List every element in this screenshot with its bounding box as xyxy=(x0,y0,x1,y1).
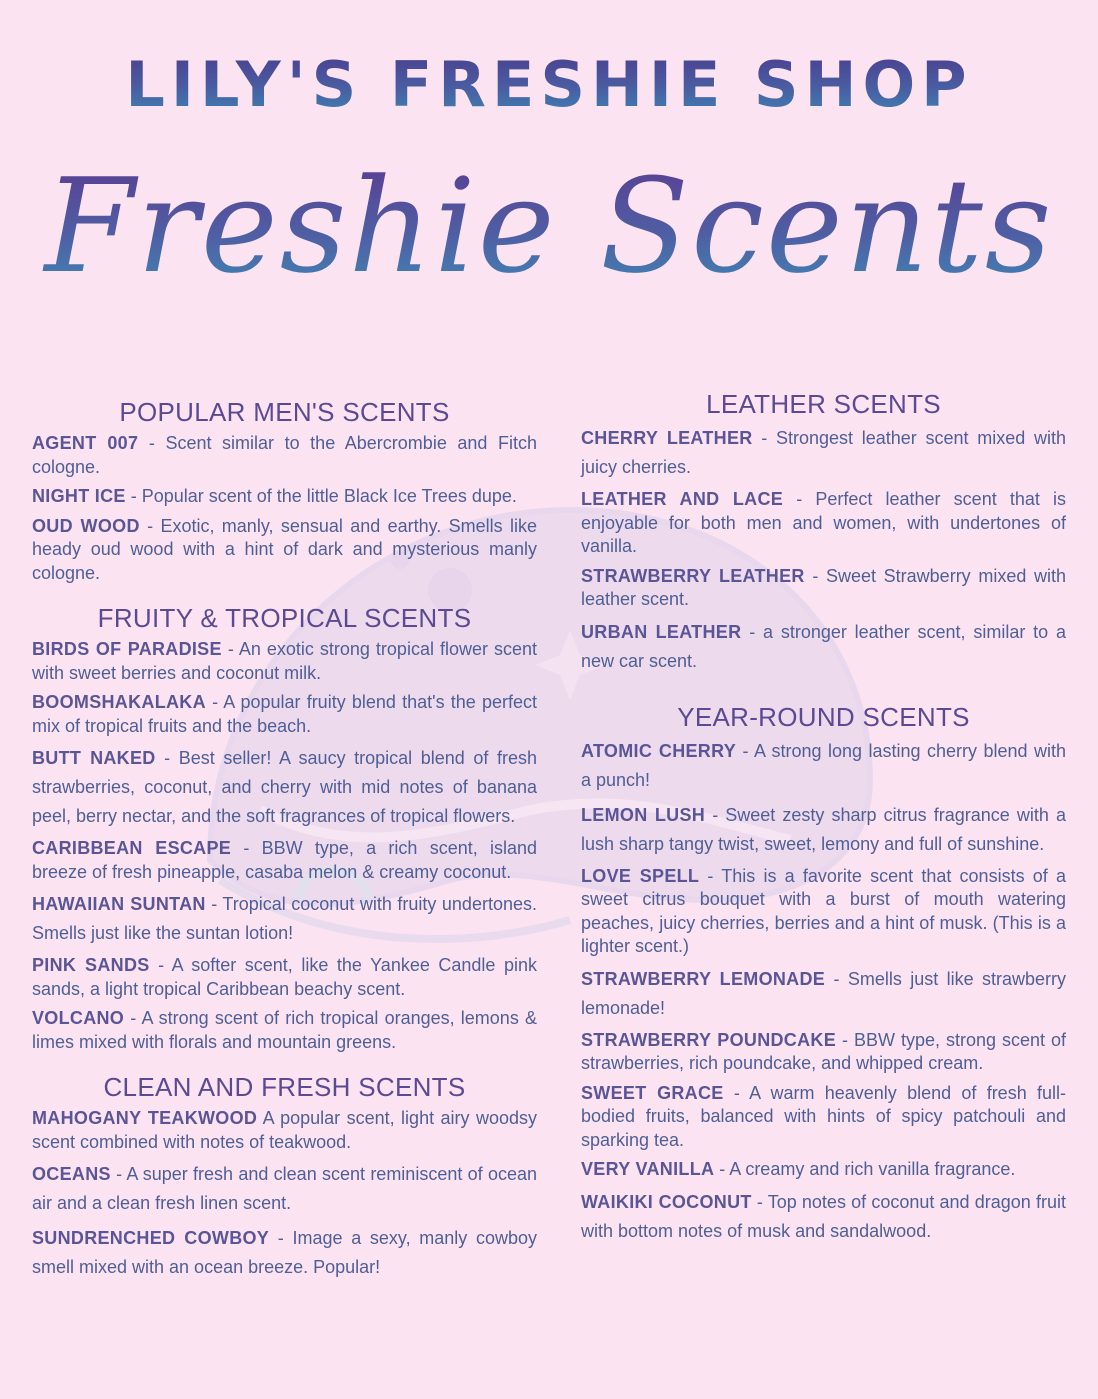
scent-name: LEMON LUSH xyxy=(581,804,706,825)
scent-entry xyxy=(581,424,1066,482)
scent-name: LOVE SPELL xyxy=(581,865,700,886)
left-column xyxy=(32,397,537,1288)
scent-description: - Tropical coconut with fruity undertones. Smells just like the suntan lotion! xyxy=(32,894,537,943)
scent-description: - Top notes of coconut and dragon fruit with bottom notes of musk and sandalwood. xyxy=(581,1191,1066,1241)
scent-description: - Smells just like strawberry lemonade! xyxy=(581,968,1066,1018)
scent-name: STRAWBERRY POUNDCAKE xyxy=(581,1029,837,1050)
scent-name: MAHOGANY TEAKWOOD xyxy=(32,1108,258,1128)
scent-name: STRAWBERRY LEATHER xyxy=(581,565,805,586)
scent-name: BUTT NAKED xyxy=(32,748,156,768)
scent-name: SUNDRENCHED COWBOY xyxy=(32,1228,270,1248)
section-heading: YEAR-ROUND SCENTS xyxy=(677,701,970,732)
scent-entry xyxy=(32,1224,537,1282)
scent-entry xyxy=(581,865,1066,959)
scent-description: - An exotic strong tropical flower scent with sweet berries and coconut milk. xyxy=(32,639,538,683)
scent-name: PINK SANDS xyxy=(32,955,150,975)
scent-description: - BBW type, a rich scent, island breeze of fresh pineapple, casaba melon & creamy coconut. xyxy=(32,838,538,882)
right-column xyxy=(581,389,1066,1252)
scent-name: HAWAIIAN SUNTAN xyxy=(32,894,206,914)
section-heading: CLEAN AND FRESH SCENTS xyxy=(103,1072,466,1102)
scent-name: URBAN LEATHER xyxy=(581,621,742,642)
scent-description: - Sweet Strawberry mixed with leather scent. xyxy=(581,565,1066,609)
scent-name: LEATHER AND LACE xyxy=(581,489,784,509)
scent-entry xyxy=(581,488,1066,559)
scent-entry xyxy=(581,1158,1066,1182)
scent-description: - This is a favorite scent that consists of a sweet citrus bouquet with a burst of mouth watering peaches, juicy cherries, berries and a hint of musk. (This is a lighter scent.) xyxy=(581,865,1066,956)
section-heading: LEATHER SCENTS xyxy=(706,389,941,419)
section-heading: POPULAR MEN'S SCENTS xyxy=(119,397,450,427)
fruity-tropical-section xyxy=(32,603,537,1054)
scent-entry xyxy=(32,954,537,1001)
scent-entry xyxy=(32,515,537,586)
popular-mens-section xyxy=(32,397,537,585)
scent-description: - Popular scent of the little Black Ice Trees dupe. xyxy=(125,486,517,506)
scent-entry xyxy=(581,565,1066,612)
scent-entry xyxy=(32,1160,537,1218)
scent-description: - Best seller! A saucy tropical blend of fresh strawberries, coconut, and cherry with mid notes of banana peel, berry nectar, and the soft fragrances of tropical flowers. xyxy=(32,748,537,826)
leather-section xyxy=(581,389,1066,676)
scent-name: NIGHT ICE xyxy=(32,486,126,506)
year-round-section xyxy=(581,702,1066,1246)
page-title: Freshie Scents xyxy=(0,150,1098,302)
scent-description: - BBW type, strong scent of strawberries, rich poundcake, and whipped cream. xyxy=(581,1029,1066,1073)
scent-description: - Strongest leather scent mixed with juicy cherries. xyxy=(581,428,1066,477)
scent-name: CHERRY LEATHER xyxy=(581,428,753,448)
scent-description: - Scent similar to the Abercrombie and Fitch cologne. xyxy=(32,433,538,477)
scent-description: - Sweet zesty sharp citrus fragrance with a lush sharp tangy twist, sweet, lemony and full of sunshine. xyxy=(581,804,1066,854)
scent-entry xyxy=(32,485,537,509)
scent-entry xyxy=(581,801,1066,859)
scent-description: - Image a sexy, manly cowboy smell mixed with an ocean breeze. Popular! xyxy=(32,1228,538,1277)
scent-description: - A popular fruity blend that's the perfect mix of tropical fruits and the beach. xyxy=(32,692,537,736)
scent-description: - Perfect leather scent that is enjoyable for both men and women, with undertones of vanilla. xyxy=(581,489,1067,556)
scent-name: ATOMIC CHERRY xyxy=(581,740,737,761)
scent-name: BIRDS OF PARADISE xyxy=(32,639,222,659)
scent-name: CARIBBEAN ESCAPE xyxy=(32,838,232,858)
scent-name: SWEET GRACE xyxy=(581,1082,724,1103)
scent-description: - A creamy and rich vanilla fragrance. xyxy=(714,1159,1016,1179)
section-heading: FRUITY & TROPICAL SCENTS xyxy=(97,603,472,633)
scent-description: - Exotic, manly, sensual and earthy. Smells like heady oud wood with a hint of dark and mysterious manly cologne. xyxy=(32,515,538,583)
scent-name: VOLCANO xyxy=(32,1008,125,1028)
clean-fresh-section xyxy=(32,1072,537,1282)
scent-description: - A warm heavenly blend of fresh full-bodied fruits, balanced with hints of spicy patchouli and sparking tea. xyxy=(581,1082,1066,1150)
scent-name: BOOMSHAKALAKA xyxy=(32,692,206,712)
scent-description: A popular scent, light airy woodsy scent combined with notes of teakwood. xyxy=(32,1108,537,1152)
scent-name: OCEANS xyxy=(32,1164,111,1184)
scent-name: VERY VANILLA xyxy=(581,1159,715,1179)
scent-entry xyxy=(32,432,537,479)
scent-entry xyxy=(32,837,537,884)
scent-entry xyxy=(581,618,1066,676)
scent-entry xyxy=(32,744,537,831)
scent-description: - a stronger leather scent, similar to a new car scent. xyxy=(581,621,1066,671)
scent-entry xyxy=(32,1007,537,1054)
scent-description: - A strong scent of rich tropical oranges, lemons & limes mixed with florals and mountain greens. xyxy=(32,1008,537,1052)
scent-name: WAIKIKI COCONUT xyxy=(581,1191,752,1212)
scent-name: OUD WOOD xyxy=(32,515,140,536)
scent-description: - A strong long lasting cherry blend with a punch! xyxy=(581,740,1066,790)
scent-entry xyxy=(32,1107,537,1154)
scent-description: - A softer scent, like the Yankee Candle pink sands, a light tropical Caribbean beachy scent. xyxy=(32,955,538,999)
scent-entry xyxy=(32,890,537,948)
scent-name: AGENT 007 xyxy=(32,433,139,453)
scent-entry xyxy=(581,965,1066,1023)
scent-description: - A super fresh and clean scent reminiscent of ocean air and a clean fresh linen scent. xyxy=(32,1164,537,1213)
scent-entry xyxy=(32,691,537,738)
scent-entry xyxy=(581,1029,1066,1076)
scent-entry xyxy=(581,737,1066,795)
shop-name: LILY'S FRESHIE SHOP xyxy=(0,48,1098,121)
scent-entry xyxy=(32,638,537,685)
scent-entry xyxy=(581,1188,1066,1246)
scent-name: STRAWBERRY LEMONADE xyxy=(581,968,826,989)
scent-entry xyxy=(581,1082,1066,1153)
